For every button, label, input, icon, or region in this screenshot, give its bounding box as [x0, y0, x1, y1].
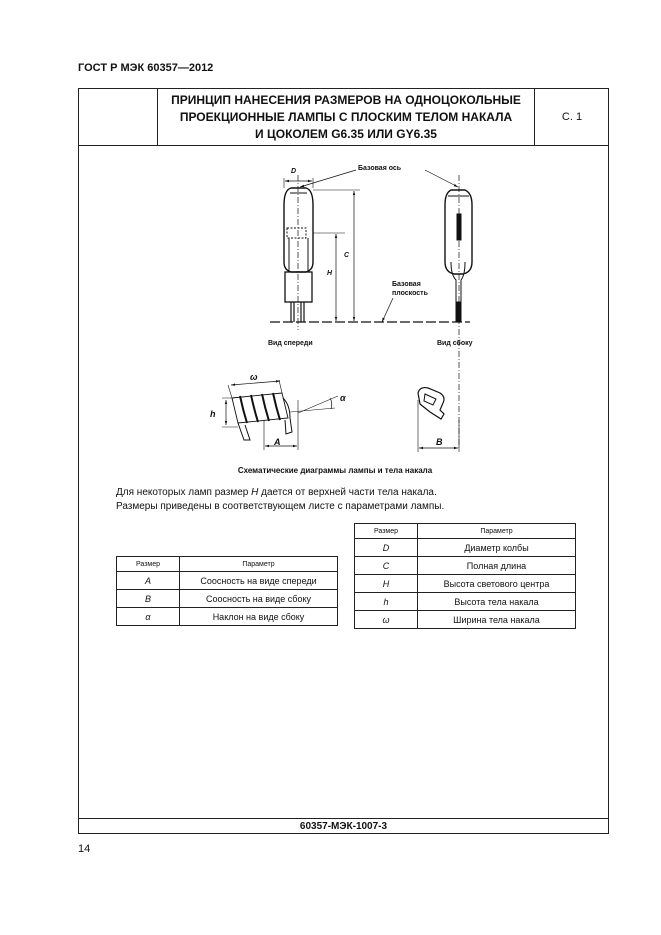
size-cell: D	[355, 539, 418, 557]
parameter-cell: Диаметр колбы	[418, 539, 576, 557]
table-row	[355, 557, 576, 575]
column-header-parameter: Параметр	[418, 524, 576, 539]
note-line-1	[116, 487, 437, 498]
column-header-size: Размер	[355, 524, 418, 539]
table-row	[355, 593, 576, 611]
table-row	[355, 611, 576, 629]
dim-label-C: C	[344, 252, 350, 259]
note-line-1-prefix: Для некоторых ламп размер	[116, 487, 252, 498]
table-row	[355, 539, 576, 557]
parameter-cell: Соосность на виде спереди	[180, 572, 338, 590]
parameter-cell: Наклон на виде сбоку	[180, 608, 338, 626]
table-row	[117, 572, 338, 590]
base-axis-label: Базовая ось	[358, 165, 402, 172]
sheet-index: С. 1	[561, 111, 583, 123]
table-alignment	[116, 556, 338, 626]
size-cell: ω	[355, 611, 418, 629]
sheet-title-line-2: ПРОЕКЦИОННЫЕ ЛАМПЫ С ПЛОСКИМ ТЕЛОМ НАКАЛА	[179, 110, 513, 124]
table-row	[117, 590, 338, 608]
dim-label-B: B	[436, 437, 443, 447]
dim-label-alpha: α	[340, 393, 346, 403]
table-dimensions	[354, 523, 576, 629]
side-view-lamp	[445, 175, 472, 450]
size-cell: C	[355, 557, 418, 575]
base-plane-label-line-1: Базовая	[392, 281, 421, 288]
column-header-size: Размер	[117, 557, 180, 572]
column-header-parameter: Параметр	[180, 557, 338, 572]
size-cell: α	[117, 608, 180, 626]
table-row	[355, 575, 576, 593]
table-header-row	[355, 524, 576, 539]
parameter-cell: Соосность на виде сбоку	[180, 590, 338, 608]
base-plane-label-line-2: плоскость	[392, 290, 428, 297]
note-line-2: Размеры приведены в соответствующем листе с параметрами лампы.	[116, 501, 445, 512]
sheet-code: 60357-МЭК-1007-3	[79, 818, 608, 834]
size-cell: H	[355, 575, 418, 593]
sheet-title-line-1: ПРИНЦИП НАНЕСЕНИЯ РАЗМЕРОВ НА ОДНОЦОКОЛЬНЫЕ	[171, 93, 521, 107]
size-cell: A	[117, 572, 180, 590]
dim-label-H: H	[327, 270, 333, 277]
parameter-cell: Полная длина	[418, 557, 576, 575]
size-cell: B	[117, 590, 180, 608]
dim-label-h: h	[210, 409, 216, 419]
dim-label-A: A	[274, 437, 281, 447]
table-row	[117, 608, 338, 626]
front-view-label: Вид спереди	[268, 340, 313, 347]
parameter-cell: Высота тела накала	[418, 593, 576, 611]
drawing-caption: Схематические диаграммы лампы и тела накала	[237, 466, 433, 475]
dim-label-omega: ω	[250, 372, 258, 382]
table-header-row	[117, 557, 338, 572]
side-view-label: Вид сбоку	[437, 340, 473, 347]
standard-number: ГОСТ Р МЭК 60357—2012	[78, 62, 214, 74]
page-number: 14	[78, 843, 91, 855]
sheet-title-line-3: И ЦОКОЛЕМ G6.35 ИЛИ GY6.35	[255, 127, 437, 141]
dim-label-D: D	[291, 168, 297, 175]
note-line-1-suffix: дается от верхней части тела накала.	[258, 487, 437, 498]
parameter-cell: Ширина тела накала	[418, 611, 576, 629]
size-cell: h	[355, 593, 418, 611]
parameter-cell: Высота светового центра	[418, 575, 576, 593]
note-line-1-symbol: H	[251, 487, 259, 498]
